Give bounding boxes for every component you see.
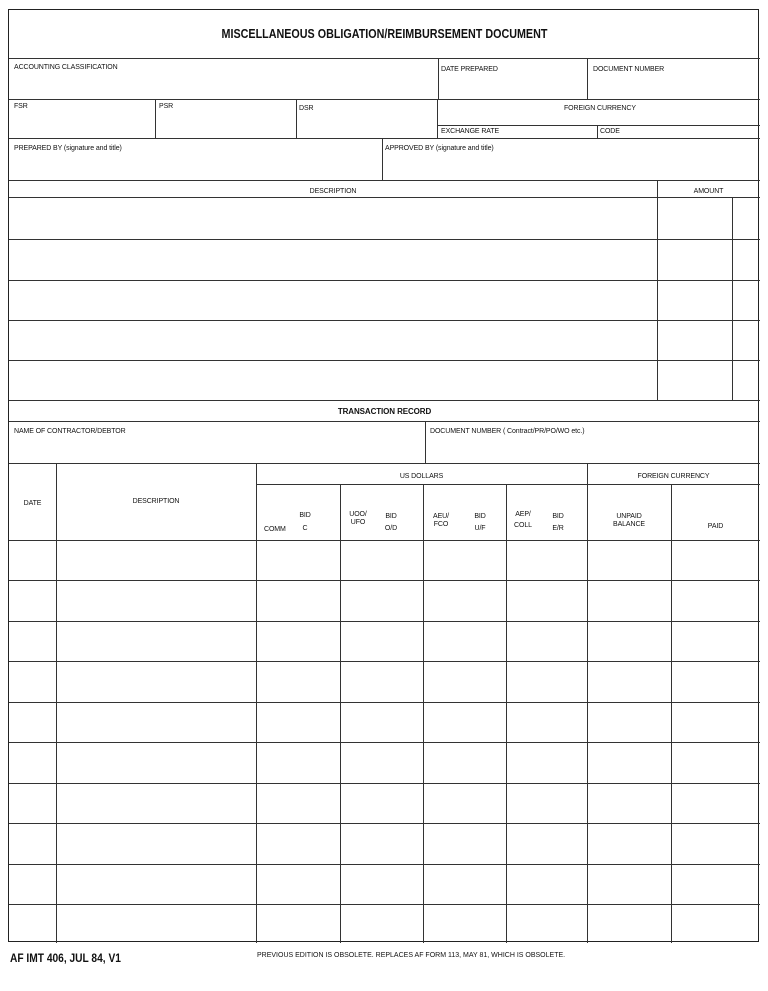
dsr-label: DSR — [299, 105, 314, 112]
paid-header: PAID — [707, 523, 724, 530]
transaction-description-header: DESCRIPTION — [132, 498, 180, 505]
transaction-document-number-label: DOCUMENT NUMBER ( Contract/PR/PO/WO etc.) — [430, 428, 585, 435]
unpaid-balance-header: UNPAID BALANCE — [613, 513, 645, 528]
prepared-by-label: PREPARED BY (signature and title) — [14, 145, 122, 152]
accounting-classification-label: ACCOUNTING CLASSIFICATION — [14, 64, 118, 71]
us-dollars-header: US DOLLARS — [399, 473, 444, 480]
document-number-label: DOCUMENT NUMBER — [593, 66, 665, 73]
edition-note: PREVIOUS EDITION IS OBSOLETE. REPLACES AF FORM 113, MAY 81, WHICH IS OBSOLETE. — [257, 952, 566, 959]
obligation-form — [8, 9, 759, 942]
aep-coll-header: AEP/ COLL — [514, 511, 532, 529]
uoo-ufo-header: UOO/ UFO — [349, 511, 367, 526]
bid-od-header: BID O/D — [384, 513, 398, 532]
foreign-currency-label: FOREIGN CURRENCY — [564, 105, 636, 112]
description-header: DESCRIPTION — [309, 188, 357, 195]
approved-by-label: APPROVED BY (signature and title) — [385, 145, 494, 152]
fsr-label: FSR — [14, 103, 28, 110]
date-prepared-label: DATE PREPARED — [441, 66, 498, 73]
foreign-currency-header: FOREIGN CURRENCY — [637, 473, 710, 480]
date-header: DATE — [23, 500, 42, 507]
amount-header: AMOUNT — [693, 188, 724, 195]
form-identifier: AF IMT 406, JUL 84, V1 — [10, 951, 121, 965]
psr-label: PSR — [159, 103, 174, 110]
code-label: CODE — [600, 128, 620, 135]
bid-er-header: BID E/R — [552, 513, 564, 532]
contractor-name-label: NAME OF CONTRACTOR/DEBTOR — [14, 428, 126, 435]
aeu-fco-header: AEU/ FCO — [433, 513, 449, 528]
comm-header: COMM — [264, 526, 286, 533]
form-title: MISCELLANEOUS OBLIGATION/REIMBURSEMENT DOCUMENT — [221, 27, 548, 41]
exchange-rate-label: EXCHANGE RATE — [441, 128, 500, 135]
bid-c-header: BID C — [299, 512, 311, 532]
transaction-record-heading: TRANSACTION RECORD — [337, 407, 432, 416]
bid-uf-header: BID U/F — [474, 513, 486, 532]
